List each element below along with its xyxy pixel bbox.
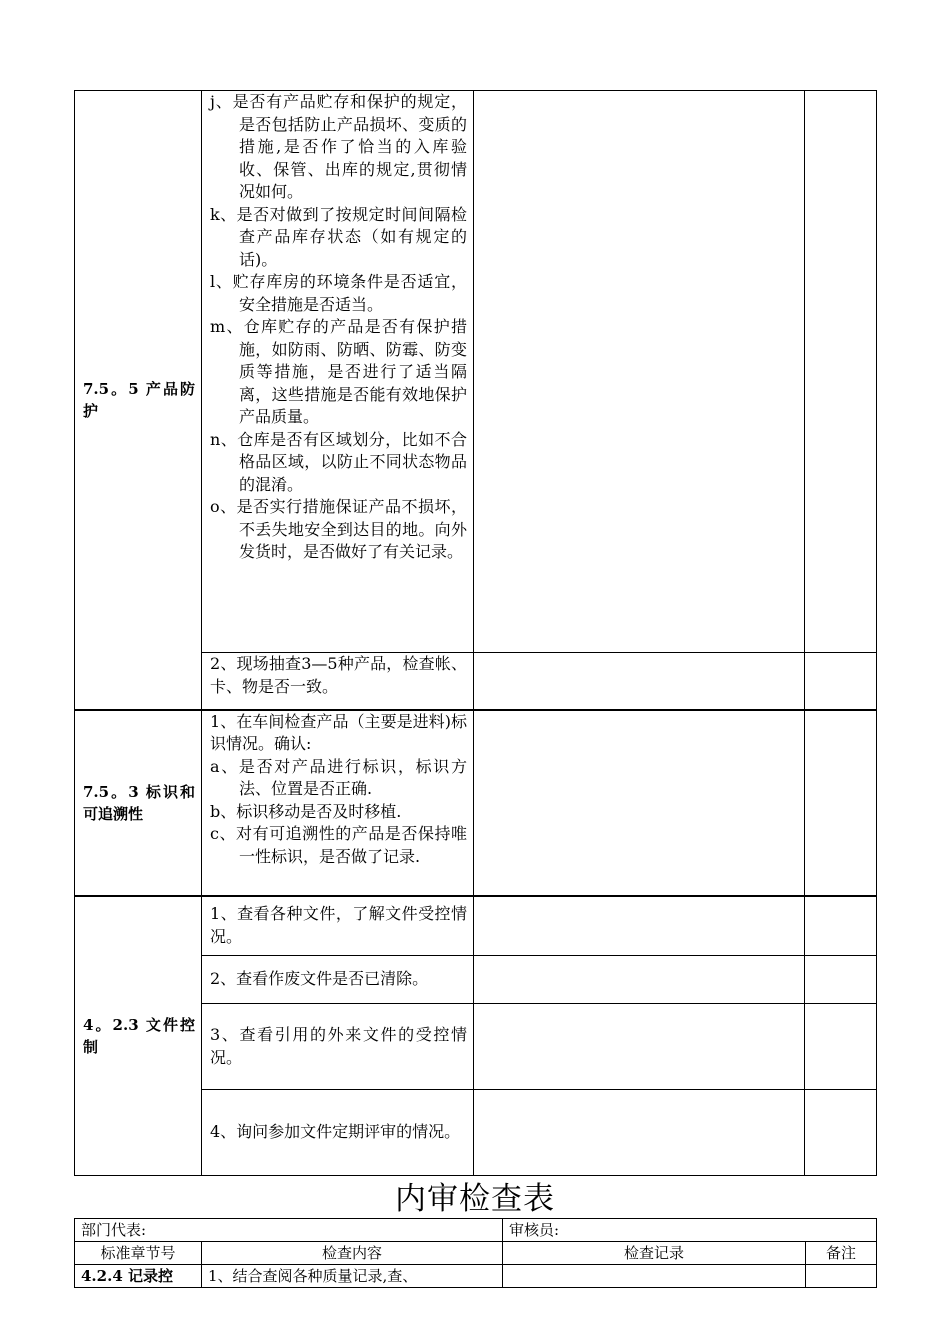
table-row [75, 91, 877, 653]
check-content-cell [202, 653, 474, 710]
remark-cell[interactable] [806, 1265, 877, 1288]
table-row [75, 896, 877, 956]
check-content-cell [202, 956, 474, 1004]
check-record-cell[interactable] [474, 91, 805, 653]
table-row [75, 710, 877, 896]
column-header: 检查记录 [503, 1242, 806, 1265]
list-item: n、仓库是否有区域划分，比如不合格品区域，以防止不同状态物品的混淆。 [210, 429, 467, 494]
check-record-cell[interactable] [474, 653, 805, 710]
paragraph: 2、现场抽查3—5种产品，检查帐、卡、物是否一致。 [210, 654, 467, 696]
paragraph: 1、在车间检查产品（主要是进料)标识情况。确认: [210, 711, 467, 753]
remark-cell[interactable] [805, 91, 877, 653]
table-header-row [75, 1242, 877, 1265]
paragraph: 4、询问参加文件定期评审的情况。 [210, 1122, 461, 1142]
remark-cell[interactable] [805, 956, 877, 1004]
remark-cell[interactable] [805, 1004, 877, 1090]
check-content-cell [202, 1090, 474, 1176]
list-item: o、是否实行措施保证产品不损坏，不丢失地安全到达目的地。向外发货时，是否做好了有关记录。 [210, 497, 467, 561]
column-header: 标准章节号 [75, 1242, 202, 1265]
list-item: l、贮存库房的环境条件是否适宜，安全措施是否适当。 [210, 272, 467, 314]
list-item: k、是否对做到了按规定时间间隔检查产品库存状态（如有规定的话)。 [210, 204, 467, 269]
section-label: 7.5。5 产品防护 [75, 91, 202, 710]
paragraph: 2、查看作废文件是否已清除。 [210, 969, 429, 989]
check-content-cell [202, 896, 474, 956]
list-item: b、标识移动是否及时移植. [210, 801, 402, 821]
paragraph: 3、查看引用的外来文件的受控情况。 [210, 1025, 467, 1067]
check-content-cell [202, 91, 474, 653]
check-record-cell[interactable] [474, 710, 805, 896]
column-header: 检查内容 [202, 1242, 503, 1265]
remark-cell[interactable] [805, 710, 877, 896]
department-representative-label: 部门代表: [75, 1219, 503, 1242]
check-content-cell [202, 710, 474, 896]
check-record-cell[interactable] [474, 1004, 805, 1090]
page-title: 内审检查表 [395, 1181, 555, 1217]
remark-cell[interactable] [805, 896, 877, 956]
list-item: a、是否对产品进行标识，标识方法、位置是否正确. [210, 756, 467, 798]
section-label: 4.2.4 记录控 [75, 1265, 202, 1288]
remark-cell[interactable] [805, 653, 877, 710]
remark-cell[interactable] [805, 1090, 877, 1176]
check-record-cell[interactable] [474, 896, 805, 956]
auditor-label: 审核员: [503, 1219, 877, 1242]
section-label: 7.5。3 标识和可追溯性 [75, 710, 202, 896]
check-content-cell: 1、结合查阅各种质量记录,查、 [202, 1265, 503, 1288]
column-header: 备注 [806, 1242, 877, 1265]
check-record-cell[interactable] [503, 1265, 806, 1288]
check-content-cell [202, 1004, 474, 1090]
table-row [75, 1219, 877, 1242]
section-label: 4。2.3 文件控制 [75, 896, 202, 1176]
paragraph: 1、查看各种文件，了解文件受控情况。 [210, 904, 467, 946]
list-item: c、对有可追溯性的产品是否保持唯一性标识，是否做了记录. [210, 824, 467, 866]
audit-checklist-table [74, 1218, 877, 1288]
check-record-cell[interactable] [474, 956, 805, 1004]
check-record-cell[interactable] [474, 1090, 805, 1176]
list-item: m、仓库贮存的产品是否有保护措施，如防雨、防晒、防霉、防变质等措施，是否进行了适当隔离，这些措施是否能有效地保护产品质量。 [210, 317, 467, 426]
table-row [75, 1265, 877, 1288]
audit-checklist-table-continued [74, 90, 877, 1176]
list-item: j、是否有产品贮存和保护的规定，是否包括防止产品损坏、变质的措施,是否作了恰当的入库验收、保管、出库的规定,贯彻情况如何。 [210, 92, 467, 201]
